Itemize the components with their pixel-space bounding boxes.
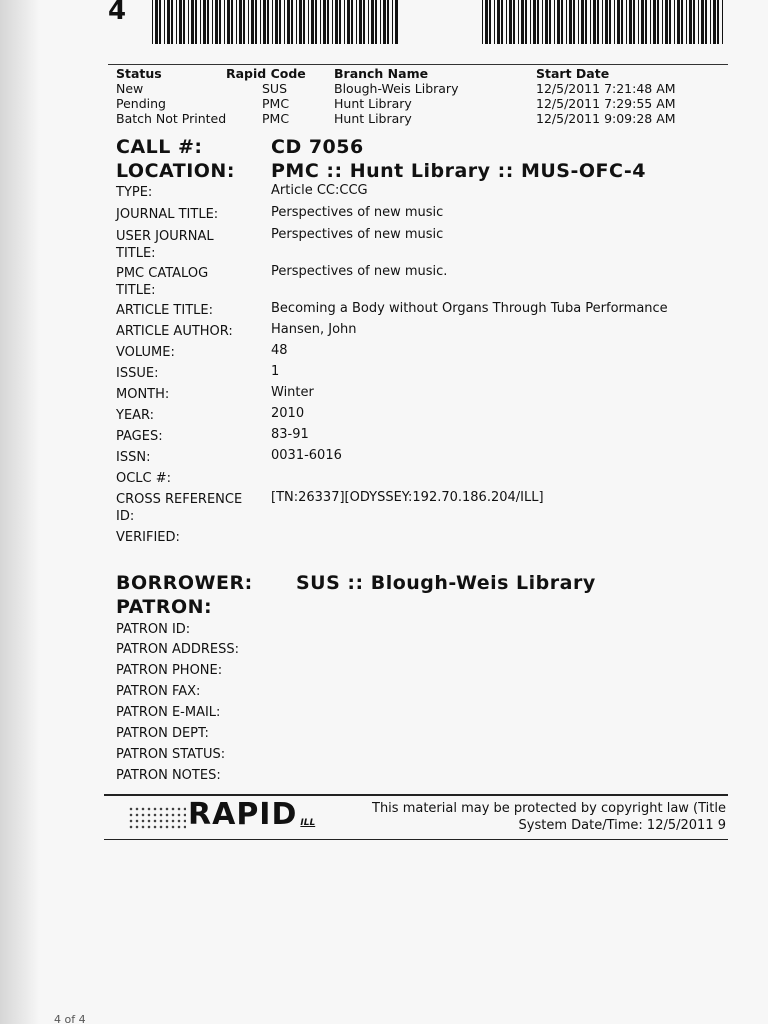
field-label-article-author: ARTICLE AUTHOR: xyxy=(116,324,233,339)
page-number: 4 xyxy=(108,0,128,26)
barcode-bar xyxy=(335,0,338,44)
barcode-bar xyxy=(545,0,548,44)
branch-name-cell: Hunt Library xyxy=(334,96,412,111)
status-cell: Pending xyxy=(116,96,166,111)
barcode-bar xyxy=(207,0,209,44)
patron-email-label: PATRON E-MAIL: xyxy=(116,705,221,720)
barcode-bar xyxy=(392,0,393,44)
barcode-bar xyxy=(713,0,716,44)
logo-dots-icon xyxy=(128,806,186,830)
barcode-bar xyxy=(722,0,723,44)
barcode-bar xyxy=(291,0,293,44)
status-cell: Batch Not Printed xyxy=(116,111,227,126)
field-label-journal-title: JOURNAL TITLE: xyxy=(116,207,219,222)
barcode-bar xyxy=(525,0,527,44)
field-value-journal-title: Perspectives of new music xyxy=(271,205,444,220)
barcode-bar xyxy=(513,0,515,44)
barcode-bar xyxy=(236,0,237,44)
barcode-bar xyxy=(231,0,233,44)
system-datetime: System Date/Time: 12/5/2011 9 xyxy=(518,818,726,833)
barcode-bar xyxy=(650,0,651,44)
call-number-label: CALL #: xyxy=(116,136,203,158)
barcode-bar xyxy=(155,0,158,44)
barcode-bar xyxy=(518,0,519,44)
barcode-bar xyxy=(653,0,656,44)
barcode-bar xyxy=(605,0,608,44)
barcode-bar xyxy=(200,0,201,44)
page-of-pages: 4 of 4 xyxy=(54,1013,86,1024)
barcode-right xyxy=(482,0,726,44)
footer-text xyxy=(372,800,726,834)
rapid-code-cell: PMC xyxy=(262,111,290,126)
start-date-header: Start Date xyxy=(536,66,610,81)
barcode-left xyxy=(152,0,400,44)
barcode-bar xyxy=(356,0,357,44)
barcode-bar xyxy=(614,0,615,44)
barcode-bar xyxy=(167,0,170,44)
barcode-bar xyxy=(344,0,345,44)
rapid-code-cell: SUS xyxy=(262,81,288,96)
barcode-bar xyxy=(284,0,285,44)
field-value-volume: 48 xyxy=(271,343,288,358)
status-row xyxy=(116,81,726,96)
borrower-label: BORROWER: xyxy=(116,572,253,594)
status-table-header xyxy=(116,66,726,81)
barcode-bar xyxy=(645,0,647,44)
barcode-bar xyxy=(275,0,278,44)
barcode-bar xyxy=(387,0,389,44)
barcode-bar xyxy=(368,0,369,44)
barcode-bar xyxy=(176,0,177,44)
barcode-bar xyxy=(542,0,543,44)
barcode-bar xyxy=(227,0,230,44)
barcode-bar xyxy=(629,0,632,44)
barcode-bar xyxy=(215,0,218,44)
barcode-bar xyxy=(585,0,587,44)
field-value-pmc-catalog-title: Perspectives of new music. xyxy=(271,264,448,279)
footer-rule-top xyxy=(104,794,728,796)
field-value-issue: 1 xyxy=(271,364,280,379)
barcode-bar xyxy=(681,0,683,44)
barcode-bar xyxy=(179,0,182,44)
status-header: Status xyxy=(116,66,162,81)
barcode-bar xyxy=(578,0,579,44)
barcode-bar xyxy=(506,0,507,44)
branch-name-cell: Hunt Library xyxy=(334,111,412,126)
barcode-bar xyxy=(248,0,249,44)
barcode-bar xyxy=(260,0,261,44)
field-label-verified: VERIFIED: xyxy=(116,530,180,545)
status-cell: New xyxy=(116,81,144,96)
field-label-user-journal-title: USER JOURNAL TITLE: xyxy=(116,229,214,261)
barcode-bar xyxy=(501,0,503,44)
field-label-cross-reference-id: CROSS REFERENCE ID: xyxy=(116,492,243,524)
patron-fax-label: PATRON FAX: xyxy=(116,684,201,699)
patron-id-label: PATRON ID: xyxy=(116,622,191,637)
barcode-bar xyxy=(537,0,539,44)
field-value-article-title: Becoming a Body without Organs Through Tuba Performance xyxy=(271,301,668,316)
borrower-value: SUS :: Blough-Weis Library xyxy=(296,572,596,594)
barcode-bar xyxy=(380,0,381,44)
field-label-oclc: OCLC #: xyxy=(116,471,172,486)
barcode-bar xyxy=(626,0,627,44)
barcode-bar xyxy=(662,0,663,44)
patron-dept-label: PATRON DEPT: xyxy=(116,726,209,741)
barcode-bar xyxy=(279,0,281,44)
barcode-bar xyxy=(164,0,165,44)
barcode-bar xyxy=(705,0,707,44)
field-value-cross-reference-id: [TN:26337][ODYSSEY:192.70.186.204/ILL] xyxy=(271,490,544,505)
barcode-bar xyxy=(311,0,314,44)
barcode-bar xyxy=(203,0,206,44)
barcode-bar xyxy=(383,0,386,44)
barcode-bar xyxy=(609,0,611,44)
copyright-notice: This material may be protected by copyright law (Title xyxy=(372,801,726,816)
barcode-bar xyxy=(255,0,257,44)
barcode-bar xyxy=(657,0,659,44)
barcode-bar xyxy=(638,0,639,44)
barcode-bar xyxy=(633,0,635,44)
call-number-value: CD 7056 xyxy=(271,136,364,158)
barcode-bar xyxy=(497,0,500,44)
field-label-pmc-catalog-title: PMC CATALOG TITLE: xyxy=(116,266,209,298)
barcode-bar xyxy=(212,0,213,44)
barcode-bar xyxy=(701,0,704,44)
location-label: LOCATION: xyxy=(116,160,235,182)
field-value-user-journal-title: Perspectives of new music xyxy=(271,227,444,242)
barcode-bar xyxy=(303,0,305,44)
barcode-bar xyxy=(509,0,512,44)
barcode-bar xyxy=(566,0,567,44)
barcode-bar xyxy=(171,0,173,44)
barcode-bar xyxy=(224,0,225,44)
field-label-article-title: ARTICLE TITLE: xyxy=(116,303,213,318)
field-value-issn: 0031-6016 xyxy=(271,448,342,463)
status-table-rule xyxy=(108,64,728,65)
start-date-cell: 12/5/2011 7:21:48 AM xyxy=(536,81,676,96)
barcode-bar xyxy=(530,0,531,44)
barcode-bar xyxy=(159,0,161,44)
barcode-bar xyxy=(371,0,374,44)
status-row xyxy=(116,111,726,126)
status-row xyxy=(116,96,726,111)
barcode-bar xyxy=(183,0,185,44)
field-label-year: YEAR: xyxy=(116,408,155,423)
barcode-bar xyxy=(561,0,563,44)
barcode-bar xyxy=(686,0,687,44)
barcode-bar xyxy=(152,0,153,44)
field-value-year: 2010 xyxy=(271,406,305,421)
barcode-bar xyxy=(375,0,377,44)
rapid-code-cell: PMC xyxy=(262,96,290,111)
patron-address-label: PATRON ADDRESS: xyxy=(116,642,239,657)
barcode-bar xyxy=(308,0,309,44)
patron-heading: PATRON: xyxy=(116,596,213,618)
start-date-cell: 12/5/2011 9:09:28 AM xyxy=(536,111,676,126)
barcode-bar xyxy=(239,0,242,44)
barcode-bar xyxy=(597,0,599,44)
patron-phone-label: PATRON PHONE: xyxy=(116,663,223,678)
rapid-ill-logo xyxy=(128,797,316,832)
barcode-bar xyxy=(332,0,333,44)
barcode-bar xyxy=(267,0,269,44)
barcode-bar xyxy=(485,0,488,44)
barcode-bar xyxy=(482,0,483,44)
barcode-bar xyxy=(395,0,398,44)
barcode-bar xyxy=(641,0,644,44)
field-label-issn: ISSN: xyxy=(116,450,151,465)
barcode-bar xyxy=(689,0,692,44)
barcode-bar xyxy=(590,0,591,44)
barcode-bar xyxy=(554,0,555,44)
scan-margin-shade xyxy=(0,0,40,1024)
status-table xyxy=(116,66,726,126)
barcode-bar xyxy=(323,0,326,44)
field-label-pages: PAGES: xyxy=(116,429,163,444)
barcode-bar xyxy=(693,0,695,44)
barcode-bar xyxy=(710,0,711,44)
barcode-bar xyxy=(717,0,719,44)
field-value-article-author: Hansen, John xyxy=(271,322,357,337)
field-label-issue: ISSUE: xyxy=(116,366,159,381)
barcode-bar xyxy=(347,0,350,44)
barcode-bar xyxy=(569,0,572,44)
rapid-code-header: Rapid Code xyxy=(226,66,306,81)
barcode-bar xyxy=(263,0,266,44)
barcode-bar xyxy=(359,0,362,44)
barcode-bar xyxy=(573,0,575,44)
barcode-bar xyxy=(315,0,317,44)
barcode-bar xyxy=(617,0,620,44)
barcode-bar xyxy=(296,0,297,44)
barcode-bar xyxy=(494,0,495,44)
footer-rule-bottom xyxy=(104,839,728,840)
barcode-bar xyxy=(287,0,290,44)
barcode-bar xyxy=(219,0,221,44)
barcode-bar xyxy=(272,0,273,44)
barcode-bar xyxy=(351,0,353,44)
barcode-bar xyxy=(327,0,329,44)
barcode-bar xyxy=(320,0,321,44)
barcode-bar xyxy=(549,0,551,44)
branch-name-cell: Blough-Weis Library xyxy=(334,81,459,96)
barcode-bar xyxy=(669,0,671,44)
barcode-bar xyxy=(521,0,524,44)
field-label-month: MONTH: xyxy=(116,387,170,402)
patron-notes-label: PATRON NOTES: xyxy=(116,768,221,783)
barcode-bar xyxy=(677,0,680,44)
barcode-bar xyxy=(533,0,536,44)
barcode-bar xyxy=(363,0,365,44)
start-date-cell: 12/5/2011 7:29:55 AM xyxy=(536,96,676,111)
branch-name-header: Branch Name xyxy=(334,66,429,81)
barcode-bar xyxy=(621,0,623,44)
barcode-bar xyxy=(602,0,603,44)
barcode-bar xyxy=(593,0,596,44)
field-value-type: Article CC:CCG xyxy=(271,183,368,198)
field-value-month: Winter xyxy=(271,385,314,400)
barcode-bar xyxy=(665,0,668,44)
barcode-bar xyxy=(339,0,341,44)
logo-suffix: ILL xyxy=(300,818,316,828)
barcode-bar xyxy=(557,0,560,44)
logo-text: RAPID xyxy=(188,797,298,832)
barcode-bar xyxy=(191,0,194,44)
barcode-bar xyxy=(299,0,302,44)
barcode-bar xyxy=(243,0,245,44)
barcode-bar xyxy=(195,0,197,44)
patron-status-label: PATRON STATUS: xyxy=(116,747,226,762)
barcode-bar xyxy=(251,0,254,44)
field-label-volume: VOLUME: xyxy=(116,345,175,360)
barcode-bar xyxy=(698,0,699,44)
barcode-bar xyxy=(489,0,491,44)
barcode-bar xyxy=(674,0,675,44)
location-value: PMC :: Hunt Library :: MUS-OFC-4 xyxy=(271,160,646,182)
field-label-type: TYPE: xyxy=(116,185,153,200)
barcode-bar xyxy=(188,0,189,44)
barcode-bar xyxy=(581,0,584,44)
field-value-pages: 83-91 xyxy=(271,427,309,442)
